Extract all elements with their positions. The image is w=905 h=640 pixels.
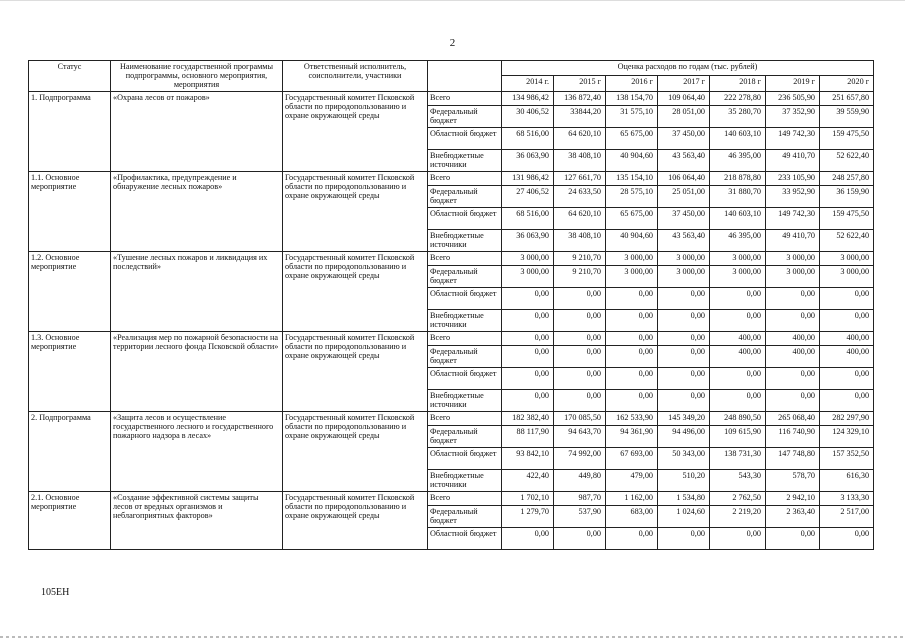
cost-cell: 0,00 [658, 332, 710, 346]
cost-cell: 265 068,40 [766, 412, 820, 426]
budget-table [28, 60, 874, 550]
funding-source: Областной бюджет [428, 128, 502, 150]
funding-source: Внебюджетные источники [428, 230, 502, 252]
cost-cell: 479,00 [606, 470, 658, 492]
cost-cell: 0,00 [710, 528, 766, 550]
cost-cell: 3 000,00 [766, 266, 820, 288]
page-number: 2 [449, 37, 456, 49]
cost-cell: 1 702,10 [502, 492, 554, 506]
cost-cell: 25 051,00 [658, 186, 710, 208]
cost-cell: 138 731,30 [710, 448, 766, 470]
funding-source: Внебюджетные источники [428, 470, 502, 492]
cost-cell: 38 408,10 [554, 230, 606, 252]
cost-cell: 136 872,40 [554, 92, 606, 106]
cost-cell: 140 603,10 [710, 128, 766, 150]
cost-cell: 138 154,70 [606, 92, 658, 106]
header-year: 2015 г [554, 76, 606, 92]
funding-source: Внебюджетные источники [428, 150, 502, 172]
cost-cell: 162 533,90 [606, 412, 658, 426]
cost-cell: 0,00 [554, 332, 606, 346]
cost-cell: 49 410,70 [766, 230, 820, 252]
funding-source: Внебюджетные источники [428, 310, 502, 332]
cost-cell: 3 000,00 [658, 266, 710, 288]
funding-source: Федеральный бюджет [428, 426, 502, 448]
cost-cell: 400,00 [766, 332, 820, 346]
group-name: «Профилактика, предупреждение и обнаружение лесных пожаров» [111, 172, 283, 252]
header-costs: Оценка расходов по годам (тыс. рублей) [502, 61, 874, 76]
cost-cell: 0,00 [766, 368, 820, 390]
funding-source: Федеральный бюджет [428, 346, 502, 368]
cost-cell: 0,00 [502, 528, 554, 550]
cost-cell: 74 992,00 [554, 448, 606, 470]
cost-cell: 2 219,20 [710, 506, 766, 528]
cost-cell: 93 842,10 [502, 448, 554, 470]
cost-cell: 27 406,52 [502, 186, 554, 208]
cost-cell: 94 643,70 [554, 426, 606, 448]
cost-cell: 248 257,80 [820, 172, 874, 186]
group-status: 1.2. Основное мероприятие [29, 252, 111, 332]
table-row [29, 252, 874, 266]
cost-cell: 134 986,42 [502, 92, 554, 106]
funding-source: Всего [428, 332, 502, 346]
cost-cell: 46 395,00 [710, 230, 766, 252]
cost-cell: 65 675,00 [606, 128, 658, 150]
cost-cell: 400,00 [820, 346, 874, 368]
cost-cell: 0,00 [554, 390, 606, 412]
funding-source: Федеральный бюджет [428, 186, 502, 208]
cost-cell: 0,00 [554, 346, 606, 368]
cost-cell: 0,00 [502, 310, 554, 332]
cost-cell: 0,00 [658, 288, 710, 310]
header-program: Наименование государственной программы подпрограммы, основного мероприятия, мероприятия [111, 61, 283, 92]
cost-cell: 578,70 [766, 470, 820, 492]
cost-cell: 3 133,30 [820, 492, 874, 506]
cost-cell: 543,30 [710, 470, 766, 492]
cost-cell: 510,20 [658, 470, 710, 492]
funding-source: Федеральный бюджет [428, 106, 502, 128]
cost-cell: 182 382,40 [502, 412, 554, 426]
table-row [29, 332, 874, 346]
cost-cell: 35 280,70 [710, 106, 766, 128]
funding-source: Всего [428, 412, 502, 426]
cost-cell: 0,00 [606, 332, 658, 346]
group-executor: Государственный комитет Псковской области по природопользованию и охране окружающей среды [283, 172, 428, 252]
cost-cell: 3 000,00 [820, 252, 874, 266]
header-executor: Ответственный исполнитель, соисполнители, участники [283, 61, 428, 92]
cost-cell: 31 575,10 [606, 106, 658, 128]
cost-cell: 0,00 [554, 288, 606, 310]
cost-cell: 43 563,40 [658, 150, 710, 172]
group-status: 1.1. Основное мероприятие [29, 172, 111, 252]
cost-cell: 9 210,70 [554, 266, 606, 288]
cost-cell: 400,00 [710, 346, 766, 368]
cost-cell: 449,80 [554, 470, 606, 492]
cost-cell: 65 675,00 [606, 208, 658, 230]
cost-cell: 43 563,40 [658, 230, 710, 252]
cost-cell: 0,00 [502, 390, 554, 412]
cost-cell: 236 505,90 [766, 92, 820, 106]
header-status: Статус [29, 61, 111, 92]
cost-cell: 36 159,90 [820, 186, 874, 208]
cost-cell: 106 064,40 [658, 172, 710, 186]
cost-cell: 0,00 [606, 310, 658, 332]
cost-cell: 159 475,50 [820, 128, 874, 150]
cost-cell: 0,00 [820, 390, 874, 412]
cost-cell: 0,00 [658, 368, 710, 390]
cost-cell: 3 000,00 [710, 252, 766, 266]
table-row [29, 492, 874, 506]
cost-cell: 0,00 [606, 390, 658, 412]
cost-cell: 68 516,00 [502, 208, 554, 230]
group-name: «Создание эффективной системы защиты лесов от вредных организмов и неблагоприятных факторов» [111, 492, 283, 550]
cost-cell: 52 622,40 [820, 150, 874, 172]
cost-cell: 987,70 [554, 492, 606, 506]
cost-cell: 28 575,10 [606, 186, 658, 208]
cost-cell: 2 517,00 [820, 506, 874, 528]
cost-cell: 251 657,80 [820, 92, 874, 106]
cost-cell: 159 475,50 [820, 208, 874, 230]
cost-cell: 0,00 [658, 528, 710, 550]
cost-cell: 37 450,00 [658, 128, 710, 150]
cost-cell: 50 343,00 [658, 448, 710, 470]
cost-cell: 0,00 [502, 368, 554, 390]
cost-cell: 3 000,00 [658, 252, 710, 266]
group-executor: Государственный комитет Псковской области по природопользованию и охране окружающей среды [283, 492, 428, 550]
cost-cell: 149 742,30 [766, 208, 820, 230]
group-executor: Государственный комитет Псковской области по природопользованию и охране окружающей среды [283, 252, 428, 332]
cost-cell: 145 349,20 [658, 412, 710, 426]
cost-cell: 0,00 [502, 346, 554, 368]
funding-source: Областной бюджет [428, 368, 502, 390]
cost-cell: 0,00 [606, 288, 658, 310]
cost-cell: 0,00 [606, 528, 658, 550]
cost-cell: 0,00 [710, 310, 766, 332]
cost-cell: 140 603,10 [710, 208, 766, 230]
cost-cell: 131 986,42 [502, 172, 554, 186]
header-year: 2017 г [658, 76, 710, 92]
cost-cell: 33844,20 [554, 106, 606, 128]
cost-cell: 683,00 [606, 506, 658, 528]
cost-cell: 0,00 [554, 368, 606, 390]
funding-source: Всего [428, 252, 502, 266]
header-year: 2014 г. [502, 76, 554, 92]
cost-cell: 135 154,10 [606, 172, 658, 186]
table-row [29, 412, 874, 426]
cost-cell: 0,00 [658, 310, 710, 332]
cost-cell: 0,00 [820, 528, 874, 550]
cost-cell: 0,00 [710, 288, 766, 310]
group-name: «Охрана лесов от пожаров» [111, 92, 283, 172]
cost-cell: 537,90 [554, 506, 606, 528]
cost-cell: 0,00 [820, 288, 874, 310]
cost-cell: 2 762,50 [710, 492, 766, 506]
cost-cell: 0,00 [554, 528, 606, 550]
cost-cell: 282 297,90 [820, 412, 874, 426]
group-name: «Тушение лесных пожаров и ликвидация их последствий» [111, 252, 283, 332]
cost-cell: 400,00 [820, 332, 874, 346]
funding-source: Всего [428, 492, 502, 506]
table-row [29, 92, 874, 106]
funding-source: Всего [428, 172, 502, 186]
cost-cell: 94 496,00 [658, 426, 710, 448]
group-name: «Реализация мер по пожарной безопасности на территории лесного фонда Псковской области» [111, 332, 283, 412]
cost-cell: 40 904,60 [606, 230, 658, 252]
cost-cell: 24 633,50 [554, 186, 606, 208]
group-status: 1.3. Основное мероприятие [29, 332, 111, 412]
cost-cell: 52 622,40 [820, 230, 874, 252]
cost-cell: 222 278,80 [710, 92, 766, 106]
cost-cell: 109 064,40 [658, 92, 710, 106]
cost-cell: 36 063,90 [502, 150, 554, 172]
group-status: 2. Подпрограмма [29, 412, 111, 492]
group-status: 2.1. Основное мероприятие [29, 492, 111, 550]
table-row [29, 172, 874, 186]
cost-cell: 2 942,10 [766, 492, 820, 506]
cost-cell: 616,30 [820, 470, 874, 492]
cost-cell: 0,00 [554, 310, 606, 332]
funding-source: Федеральный бюджет [428, 266, 502, 288]
cost-cell: 0,00 [606, 346, 658, 368]
funding-source: Внебюджетные источники [428, 390, 502, 412]
cost-cell: 3 000,00 [606, 266, 658, 288]
cost-cell: 127 661,70 [554, 172, 606, 186]
cost-cell: 124 329,10 [820, 426, 874, 448]
cost-cell: 1 024,60 [658, 506, 710, 528]
group-executor: Государственный комитет Псковской области по природопользованию и охране окружающей среды [283, 92, 428, 172]
cost-cell: 218 878,80 [710, 172, 766, 186]
cost-cell: 0,00 [766, 390, 820, 412]
cost-cell: 0,00 [710, 368, 766, 390]
cost-cell: 37 352,90 [766, 106, 820, 128]
cost-cell: 0,00 [606, 368, 658, 390]
bottom-edge [0, 636, 905, 638]
cost-cell: 64 620,10 [554, 208, 606, 230]
cost-cell: 170 085,50 [554, 412, 606, 426]
top-edge [0, 0, 905, 1]
cost-cell: 157 352,50 [820, 448, 874, 470]
header-year: 2016 г [606, 76, 658, 92]
funding-source: Областной бюджет [428, 208, 502, 230]
cost-cell: 33 952,90 [766, 186, 820, 208]
cost-cell: 39 559,90 [820, 106, 874, 128]
cost-cell: 67 693,00 [606, 448, 658, 470]
funding-source: Областной бюджет [428, 528, 502, 550]
cost-cell: 1 279,70 [502, 506, 554, 528]
cost-cell: 0,00 [766, 528, 820, 550]
funding-source: Всего [428, 92, 502, 106]
footer-code: 105ЕН [41, 587, 70, 598]
cost-cell: 3 000,00 [710, 266, 766, 288]
cost-cell: 1 534,80 [658, 492, 710, 506]
cost-cell: 28 051,00 [658, 106, 710, 128]
cost-cell: 94 361,90 [606, 426, 658, 448]
cost-cell: 9 210,70 [554, 252, 606, 266]
cost-cell: 3 000,00 [502, 266, 554, 288]
header-year: 2019 г [766, 76, 820, 92]
cost-cell: 46 395,00 [710, 150, 766, 172]
cost-cell: 37 450,00 [658, 208, 710, 230]
header-year: 2018 г [710, 76, 766, 92]
cost-cell: 248 890,50 [710, 412, 766, 426]
cost-cell: 0,00 [766, 310, 820, 332]
funding-source: Областной бюджет [428, 288, 502, 310]
cost-cell: 3 000,00 [502, 252, 554, 266]
group-executor: Государственный комитет Псковской области по природопользованию и охране окружающей среды [283, 332, 428, 412]
cost-cell: 0,00 [710, 390, 766, 412]
cost-cell: 422,40 [502, 470, 554, 492]
cost-cell: 116 740,90 [766, 426, 820, 448]
cost-cell: 0,00 [820, 310, 874, 332]
cost-cell: 0,00 [502, 288, 554, 310]
cost-cell: 49 410,70 [766, 150, 820, 172]
cost-cell: 40 904,60 [606, 150, 658, 172]
cost-cell: 109 615,90 [710, 426, 766, 448]
cost-cell: 64 620,10 [554, 128, 606, 150]
cost-cell: 0,00 [658, 346, 710, 368]
cost-cell: 147 748,80 [766, 448, 820, 470]
group-name: «Защита лесов и осуществление государственного лесного и государственного пожарного надзора в лесах» [111, 412, 283, 492]
cost-cell: 0,00 [766, 288, 820, 310]
group-executor: Государственный комитет Псковской области по природопользованию и охране окружающей среды [283, 412, 428, 492]
header-source [428, 61, 502, 92]
cost-cell: 0,00 [502, 332, 554, 346]
cost-cell: 2 363,40 [766, 506, 820, 528]
cost-cell: 38 408,10 [554, 150, 606, 172]
funding-source: Федеральный бюджет [428, 506, 502, 528]
funding-source: Областной бюджет [428, 448, 502, 470]
cost-cell: 31 880,70 [710, 186, 766, 208]
cost-cell: 3 000,00 [820, 266, 874, 288]
cost-cell: 400,00 [710, 332, 766, 346]
header-year: 2020 г [820, 76, 874, 92]
cost-cell: 3 000,00 [766, 252, 820, 266]
cost-cell: 30 406,52 [502, 106, 554, 128]
cost-cell: 400,00 [766, 346, 820, 368]
cost-cell: 0,00 [658, 390, 710, 412]
cost-cell: 3 000,00 [606, 252, 658, 266]
cost-cell: 88 117,90 [502, 426, 554, 448]
cost-cell: 68 516,00 [502, 128, 554, 150]
cost-cell: 1 162,00 [606, 492, 658, 506]
cost-cell: 233 105,90 [766, 172, 820, 186]
group-status: 1. Подпрограмма [29, 92, 111, 172]
cost-cell: 149 742,30 [766, 128, 820, 150]
cost-cell: 0,00 [820, 368, 874, 390]
cost-cell: 36 063,90 [502, 230, 554, 252]
